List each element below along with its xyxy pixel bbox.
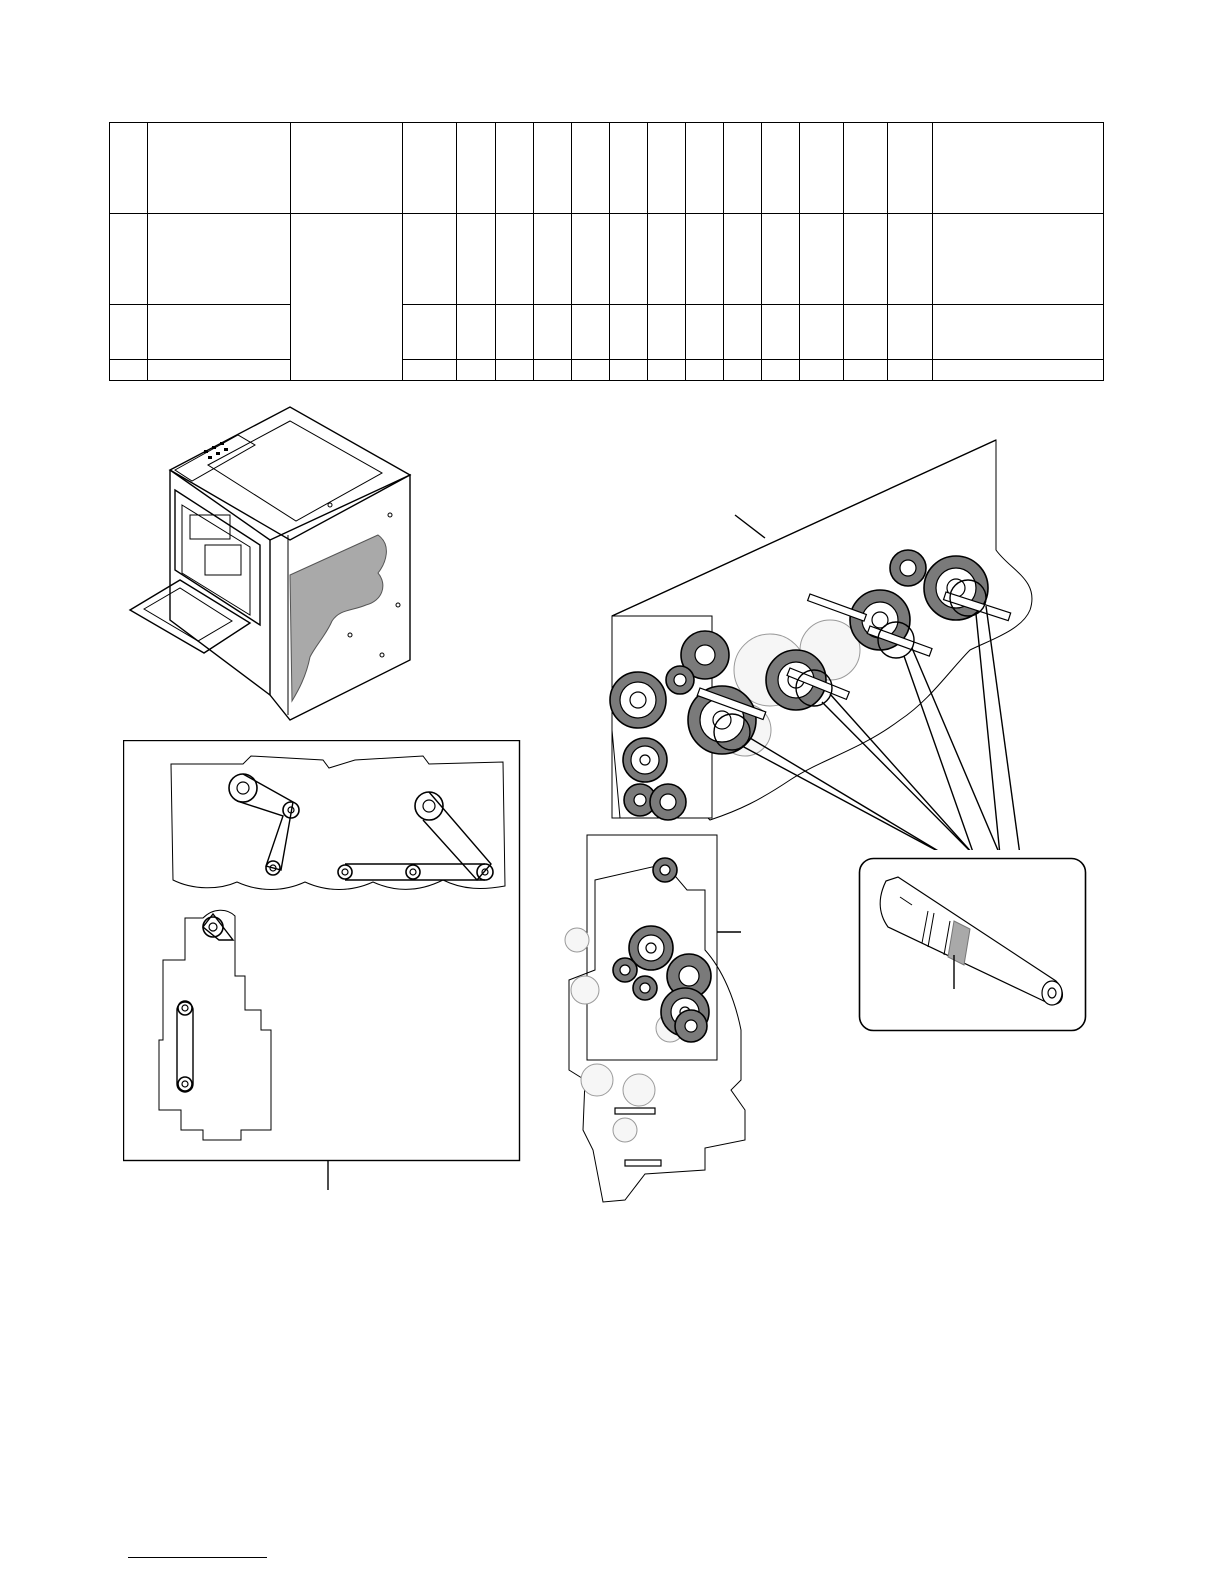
copier-machine-icon [120,395,430,725]
lower-gear-unit-icon [555,830,765,1206]
belt-panel-leader [320,1160,340,1192]
maintenance-table [109,122,1104,381]
belt-drive-icon [123,740,521,1162]
gear-drive-icon [590,430,1050,850]
table-row [110,214,1104,305]
table-row [110,305,1104,360]
table-header-row [110,123,1104,214]
table-row [110,360,1104,381]
shaft-grease-point-icon [858,857,1088,1033]
footer-rule [128,1557,267,1558]
